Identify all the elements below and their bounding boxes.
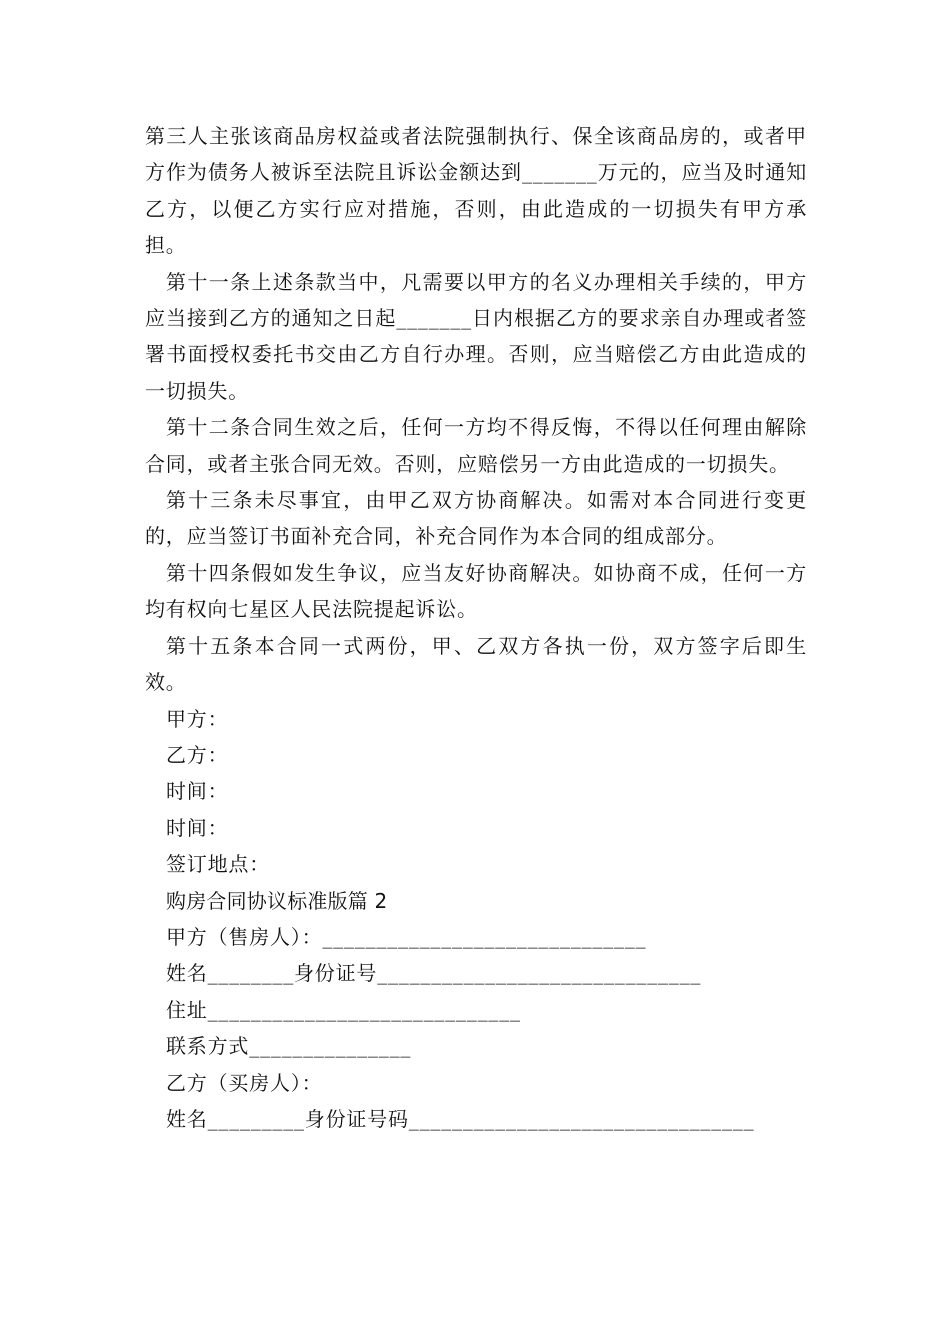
buyer-line: 乙方（买房人）： [166,1070,323,1095]
clause-12: 第十二条合同生效之后，任何一方均不得反悔，不得以任何理由解除合同，或者主张合同无效。否则，应赔偿另一方由此造成的一切损失。 [145,415,807,476]
signature-time-a: 时间： [166,779,229,804]
signature-time-b: 时间： [166,815,229,840]
seller-name-id-line: 姓名________身份证号______________________________ [166,961,702,986]
seller-line: 甲方（售房人）：______________________________ [166,924,647,949]
seller-contact-line: 联系方式_______________ [166,1034,412,1059]
clause-14: 第十四条假如发生争议，应当友好协商解决。如协商不成，任何一方均有权向七星区人民法院提起诉讼。 [145,560,807,622]
clause-15: 第十五条本合同一式两份，甲、乙双方各执一份，双方签字后即生效。 [145,633,807,695]
signing-place: 签订地点： [166,852,270,877]
signature-party-b: 乙方： [166,742,229,767]
signature-party-a: 甲方： [166,706,229,731]
seller-address-line: 住址_____________________________ [166,997,521,1022]
document-body [145,118,807,1137]
section-title: 购房合同协议标准版篇 2 [166,888,388,913]
clause-13: 第十三条未尽事宜，由甲乙双方协商解决。如需对本合同进行变更的，应当签订书面补充合同，补充合同作为本合同的组成部分。 [145,488,807,549]
clause-11: 第十一条上述条款当中，凡需要以甲方的名义办理相关手续的，甲方应当接到乙方的通知之日起_______日内根据乙方的要求亲自办理或者签署书面授权委托书交由乙方自行办理。否则，应当赔偿乙方由此造成的一切损失。 [145,269,807,403]
paragraph-continuation: 第三人主张该商品房权益或者法院强制执行、保全该商品房的，或者甲方作为债务人被诉至法院且诉讼金额达到_______万元的，应当及时通知乙方，以便乙方实行应对措施，否则，由此造成的一切损失有甲方承担。 [145,124,807,258]
buyer-name-id-line: 姓名_________身份证号码________________________________ [166,1106,755,1131]
